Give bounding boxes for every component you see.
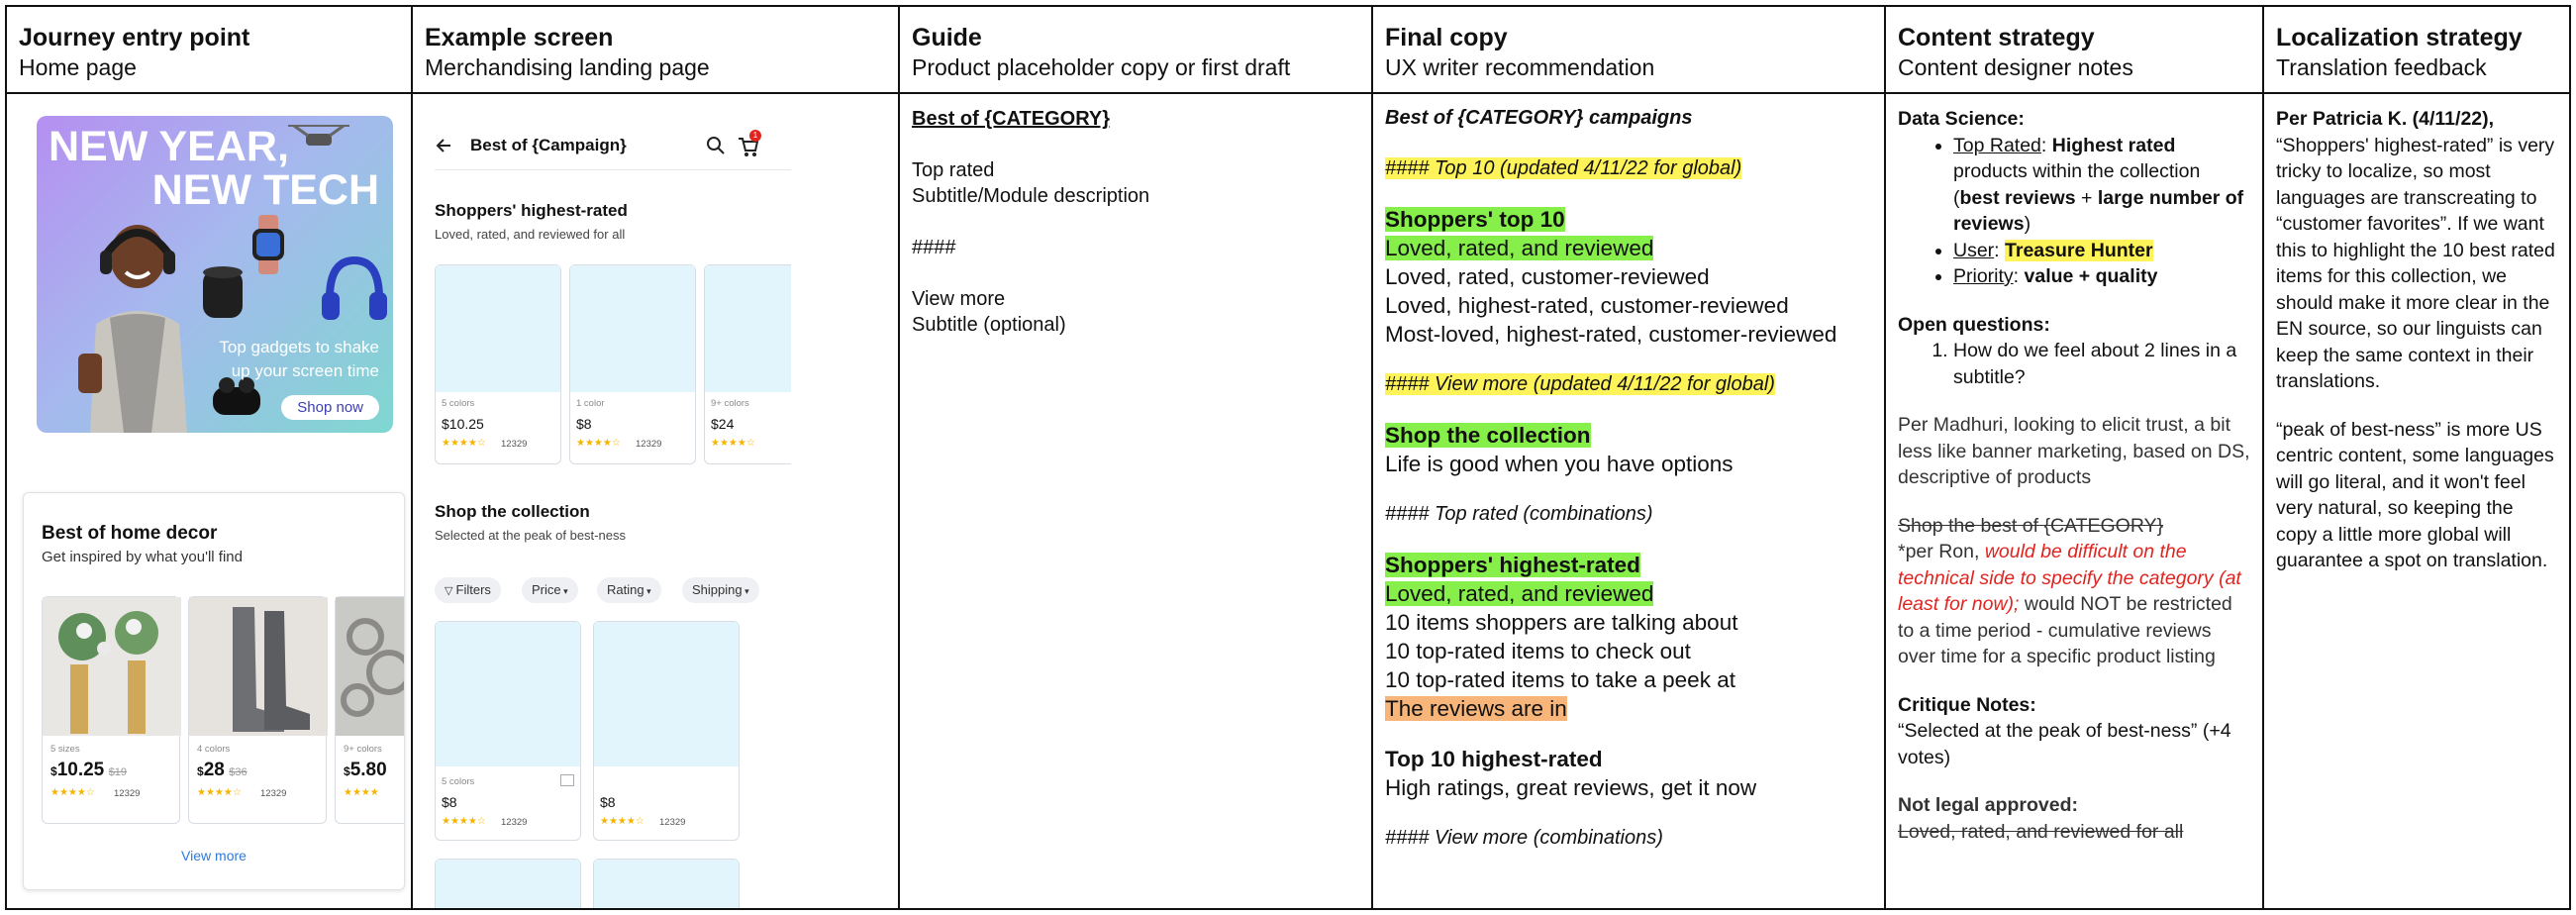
guide-placeholder: #### (912, 237, 956, 258)
product-meta: 1 color (576, 398, 605, 409)
data-science-list (1898, 133, 2250, 290)
top10-alternative: Loved, rated, customer-reviewed (1385, 264, 1710, 289)
top10-highest-subtitle: High ratings, great reviews, get it now (1385, 775, 1757, 800)
column-subtitle: Translation feedback (2276, 54, 2487, 80)
column-guide (900, 7, 1373, 908)
rating-filter-chip[interactable]: Rating ▾ (597, 577, 661, 603)
highest-rated-title: Shoppers' highest-rated (1385, 553, 1640, 577)
column-final-copy (1373, 7, 1886, 908)
star-rating-icon: ★★★★ (344, 787, 379, 798)
product-meta: 4 colors (197, 744, 231, 755)
chevron-down-icon: ▾ (560, 586, 568, 596)
product-meta: 5 sizes (50, 744, 80, 755)
person-with-headphones-icon (76, 215, 205, 433)
smartwatch-icon (247, 215, 290, 274)
struck-option: Shop the best of {CATEGORY} (1898, 514, 2164, 537)
product-meta: 5 colors (442, 398, 475, 409)
product-price: $10.25 (442, 416, 484, 432)
column-body (7, 94, 411, 908)
view-more-link[interactable]: View more (181, 848, 247, 864)
star-rating-icon: ★★★★☆ (576, 438, 621, 449)
boots-icon (189, 597, 328, 736)
home-decor-module (23, 492, 405, 890)
product-image-placeholder (436, 265, 560, 392)
review-count: 12329 (114, 788, 141, 799)
chevron-down-icon: ▾ (742, 586, 749, 596)
column-body (900, 94, 1371, 908)
column-title: Guide (912, 24, 982, 51)
search-icon[interactable] (706, 136, 726, 155)
column-title: Localization strategy (2276, 24, 2523, 51)
product-image-placeholder (436, 860, 580, 908)
divider (435, 169, 791, 170)
column-title: Example screen (425, 24, 614, 51)
column-body (2264, 94, 2569, 908)
star-rating-icon: ★★★★☆ (50, 787, 95, 798)
column-header (413, 7, 898, 94)
phone-screen (435, 94, 791, 908)
product-card[interactable] (435, 859, 581, 908)
section-subtitle: Selected at the peak of best-ness (435, 528, 626, 543)
top10-alternative: Most-loved, highest-rated, customer-reviewed (1385, 322, 1837, 347)
price-filter-chip[interactable]: Price ▾ (522, 577, 578, 603)
shop-collection-title: Shop the collection (1385, 423, 1591, 448)
promo-banner[interactable] (37, 116, 393, 433)
star-rating-icon: ★★★★☆ (197, 787, 242, 798)
critique-note: “Selected at the peak of best-ness” (+4 votes) (1898, 720, 2231, 768)
product-card[interactable] (593, 859, 740, 908)
star-rating-icon: ★★★★☆ (442, 816, 486, 827)
priority-definition: • Priority: value + quality (1953, 263, 2250, 290)
product-price: $8 (576, 416, 592, 432)
guide-top-rated: Top rated (912, 159, 995, 181)
guide-subtitle-optional: Subtitle (optional) (912, 314, 1066, 336)
column-title: Final copy (1385, 24, 1508, 51)
top-rated-definition: • Top Rated: Highest rated products within the collection (best reviews + large number of reviews) (1953, 133, 2250, 238)
filters-chip[interactable]: ▽ Filters (435, 577, 501, 603)
product-price: $10.25 $19 (50, 760, 128, 780)
speaker-icon (201, 264, 245, 320)
back-arrow-icon[interactable] (435, 136, 454, 155)
column-header (1886, 7, 2262, 94)
column-body (1886, 94, 2262, 908)
product-card[interactable] (435, 621, 581, 841)
highest-rated-alternative: 10 top-rated items to take a peek at (1385, 667, 1735, 692)
top10-subtitle: Loved, rated, and reviewed (1385, 236, 1654, 260)
column-title: Journey entry point (19, 24, 250, 51)
wireless-headphones-icon (320, 254, 389, 324)
guide-subtitle-description: Subtitle/Module description (912, 185, 1150, 207)
section-title: Shoppers' highest-rated (435, 201, 628, 220)
product-price: $5.80 (344, 760, 387, 780)
product-card[interactable] (569, 264, 696, 464)
user-definition: • User: Treasure Hunter (1953, 238, 2250, 264)
guide-view-more: View more (912, 288, 1006, 310)
cart-badge: 1 (749, 130, 761, 142)
product-meta: 9+ colors (344, 744, 382, 755)
review-count: 12329 (501, 817, 528, 828)
open-questions-list (1898, 338, 2250, 390)
open-questions-label: Open questions: (1898, 313, 2050, 336)
compare-icon[interactable] (560, 774, 574, 786)
module-subtitle: Get inspired by what you'll find (42, 549, 243, 565)
screen-title: Best of {Campaign} (470, 136, 627, 154)
product-card[interactable] (42, 596, 180, 824)
translation-feedback: “peak of best-ness” is more US centric content, some languages will go literal, and it won't feel very natural, so keeping the copy a little more global will guarantee a spot on translation. (2276, 418, 2554, 571)
top10-highest-title: Top 10 highest-rated (1385, 747, 1603, 771)
top-rated-note: #### Top rated (combinations) (1385, 503, 1653, 525)
guide-title: Best of {CATEGORY} (912, 108, 1111, 130)
column-header (900, 7, 1371, 94)
column-header (7, 7, 411, 94)
highest-rated-alternative: The reviews are in (1385, 696, 1567, 721)
product-image-placeholder (705, 265, 791, 392)
critique-label: Critique Notes: (1898, 693, 2036, 716)
column-content-strategy (1886, 7, 2264, 908)
legal-struck-copy: Loved, rated, and reviewed for all (1898, 820, 2184, 843)
legal-label: Not legal approved: (1898, 794, 2079, 816)
column-header (1373, 7, 1884, 94)
product-card[interactable] (188, 596, 327, 824)
product-image-placeholder (594, 622, 739, 766)
column-subtitle: Product placeholder copy or first draft (912, 54, 1291, 80)
product-card[interactable] (435, 264, 561, 464)
banner-headline-1: NEW YEAR, (49, 123, 289, 170)
product-price: $8 (600, 794, 616, 810)
highest-rated-alternative: 10 top-rated items to check out (1385, 639, 1691, 663)
top10-title: Shoppers' top 10 (1385, 207, 1565, 232)
column-subtitle: UX writer recommendation (1385, 54, 1655, 80)
filter-icon: ▽ (445, 585, 456, 597)
column-journey-entry (7, 7, 413, 908)
drone-icon (284, 118, 353, 161)
data-science-label: Data Science: (1898, 108, 2025, 130)
top10-alternative: Loved, highest-rated, customer-reviewed (1385, 293, 1789, 318)
ron-note: *per Ron, would be difficult on the technical side to specify the category (at least for now); would NOT be restricted to a time period - cumulative reviews over time for a specific product listing (1898, 541, 2241, 667)
product-price: $28 $36 (197, 760, 248, 780)
product-image-placeholder (436, 622, 580, 766)
column-body (413, 94, 898, 908)
view-more-combinations-note: #### View more (combinations) (1385, 827, 1663, 849)
shop-collection-subtitle: Life is good when you have options (1385, 452, 1734, 476)
product-image-placeholder (570, 265, 695, 392)
review-count: 12329 (260, 788, 287, 799)
highest-rated-alternative: 10 items shoppers are talking about (1385, 610, 1738, 635)
section-subtitle: Loved, rated, and reviewed for all (435, 227, 626, 242)
product-price: $8 (442, 794, 457, 810)
star-rating-icon: ★★★★☆ (711, 438, 755, 449)
review-count: 12329 (501, 439, 528, 450)
final-heading: Best of {CATEGORY} campaigns (1385, 107, 1693, 129)
highest-rated-subtitle: Loved, rated, and reviewed (1385, 581, 1654, 606)
product-meta: 5 colors (442, 776, 475, 787)
column-subtitle: Merchandising landing page (425, 54, 710, 80)
star-rating-icon: ★★★★☆ (442, 438, 486, 449)
shop-now-button[interactable]: Shop now (281, 395, 379, 420)
banner-headline-2: NEW TECH (151, 166, 379, 214)
floral-arrangement-icon (43, 597, 181, 736)
column-example-screen (413, 7, 900, 908)
section-title: Shop the collection (435, 502, 590, 521)
open-question: 1. How do we feel about 2 lines in a subtitle? (1953, 338, 2250, 390)
review-count: 12329 (659, 817, 686, 828)
star-rating-icon: ★★★★☆ (600, 816, 644, 827)
chevron-down-icon: ▾ (644, 586, 651, 596)
view-more-note: #### View more (updated 4/11/22 for global) (1385, 373, 1775, 395)
product-meta: 9+ colors (711, 398, 749, 409)
product-price: $24 (711, 416, 735, 432)
column-subtitle: Content designer notes (1898, 54, 2133, 80)
shipping-filter-chip[interactable]: Shipping ▾ (682, 577, 759, 603)
madhuri-note: Per Madhuri, looking to elicit trust, a bit less like banner marketing, based on DS, descriptive of products (1898, 414, 2250, 488)
column-header (2264, 7, 2569, 94)
product-card[interactable] (704, 264, 791, 464)
product-card[interactable] (335, 596, 405, 824)
column-localization-strategy (2264, 7, 2569, 908)
module-title: Best of home decor (42, 523, 218, 544)
translation-feedback: Per Patricia K. (4/11/22), “Shoppers' highest-rated” is very tricky to localize, so most languages are transcreating to “customer favorites”. If we want this to highlight the 10 best rated items for this collection, we should make it more clear in the EN source, so our linguists can keep the same context in their translations. (2276, 108, 2555, 392)
review-count: 12329 (636, 439, 662, 450)
strategy-table (5, 5, 2571, 910)
product-card[interactable] (593, 621, 740, 841)
column-title: Content strategy (1898, 24, 2095, 51)
top10-note: #### Top 10 (updated 4/11/22 for global) (1385, 157, 1742, 179)
banner-tagline: Top gadgets to shake up your screen time (219, 338, 379, 380)
mirrors-icon (336, 597, 405, 736)
product-image-placeholder (594, 860, 739, 908)
column-body (1373, 94, 1884, 908)
column-subtitle: Home page (19, 54, 137, 80)
